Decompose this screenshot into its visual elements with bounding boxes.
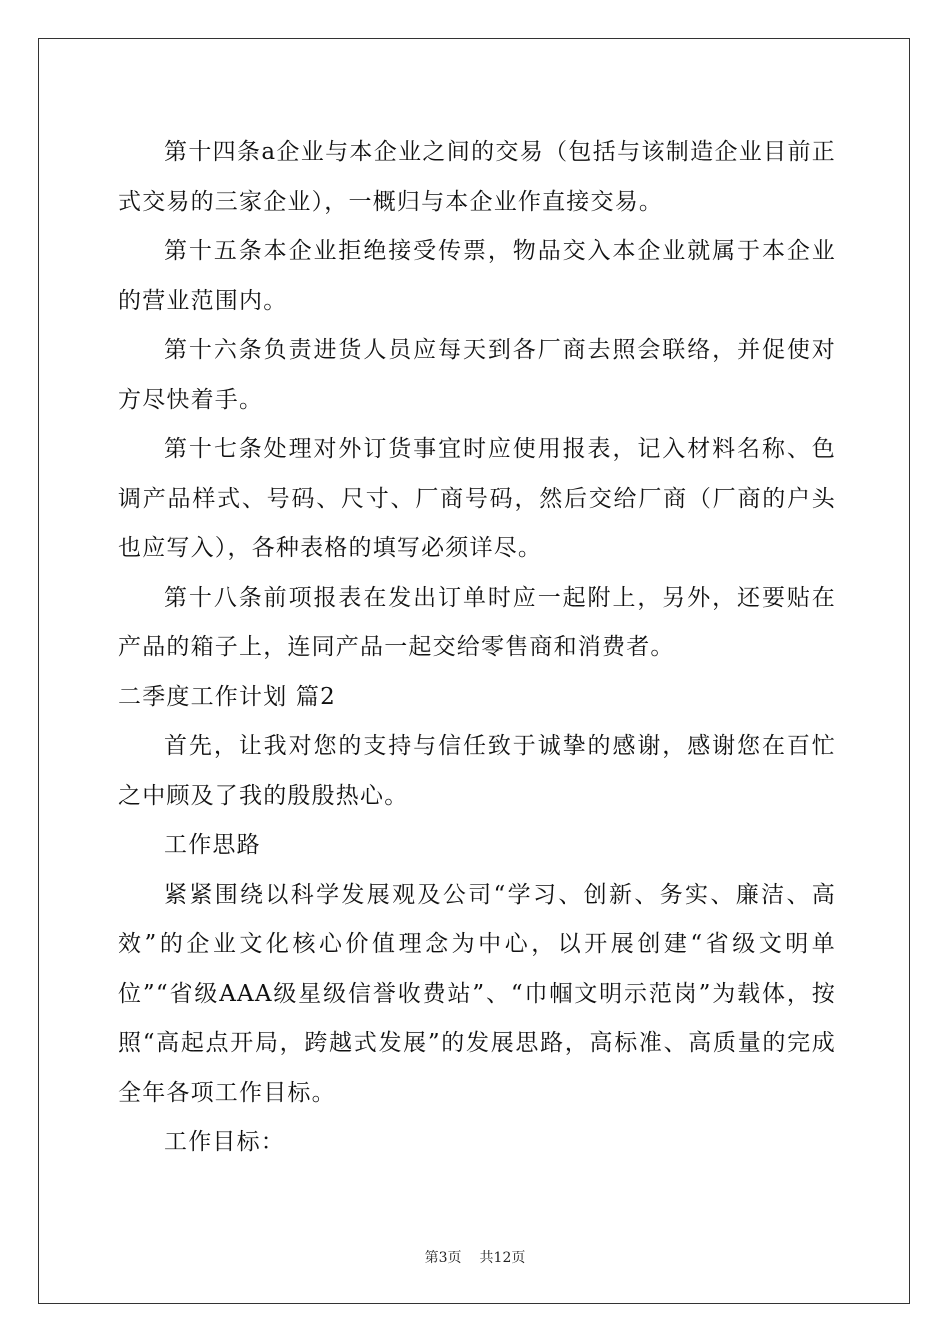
paragraph-article-14: 第十四条a企业与本企业之间的交易（包括与该制造企业目前正式交易的三家企业），一概归与本企业作直接交易。 — [118, 139, 836, 215]
page-number: 第3页 — [424, 1250, 462, 1266]
page-total: 共12页 — [479, 1250, 526, 1266]
paragraph-article-17: 第十七条处理对外订货事宜时应使用报表，记入材料名称、色调产品样式、号码、尺寸、厂商号码，然后交给厂商（厂商的户头也应写入），各种表格的填写必须详尽。 — [118, 436, 836, 561]
paragraph-article-18: 第十八条前项报表在发出订单时应一起附上，另外，还要贴在产品的箱子上，连同产品一起交给零售商和消费者。 — [118, 584, 836, 660]
subheading-work-approach: 工作思路 — [164, 832, 261, 858]
paragraph-intro: 首先，让我对您的支持与信任致于诚挚的感谢，感谢您在百忙之中顾及了我的殷殷热心。 — [118, 733, 836, 809]
document-body — [118, 128, 836, 1168]
paragraph-article-16: 第十六条负责进货人员应每天到各厂商去照会联络，并促使对方尽快着手。 — [118, 337, 836, 413]
section-heading: 二季度工作计划 篇2 — [118, 683, 336, 710]
subheading-work-goals: 工作目标： — [164, 1129, 285, 1155]
paragraph-article-15: 第十五条本企业拒绝接受传票，物品交入本企业就属于本企业的营业范围内。 — [118, 238, 836, 314]
page-footer — [0, 1247, 950, 1267]
paragraph-work-approach: 紧紧围绕以科学发展观及公司“学习、创新、务实、廉洁、高效”的企业文化核心价值理念为中心，以开展创建“省级文明单位”“省级AAA级星级信誉收费站”、“巾帼文明示范岗”为载体，按照“高起点开局，跨越式发展”的发展思路，高标准、高质量的完成全年各项工作目标。 — [118, 881, 836, 1106]
